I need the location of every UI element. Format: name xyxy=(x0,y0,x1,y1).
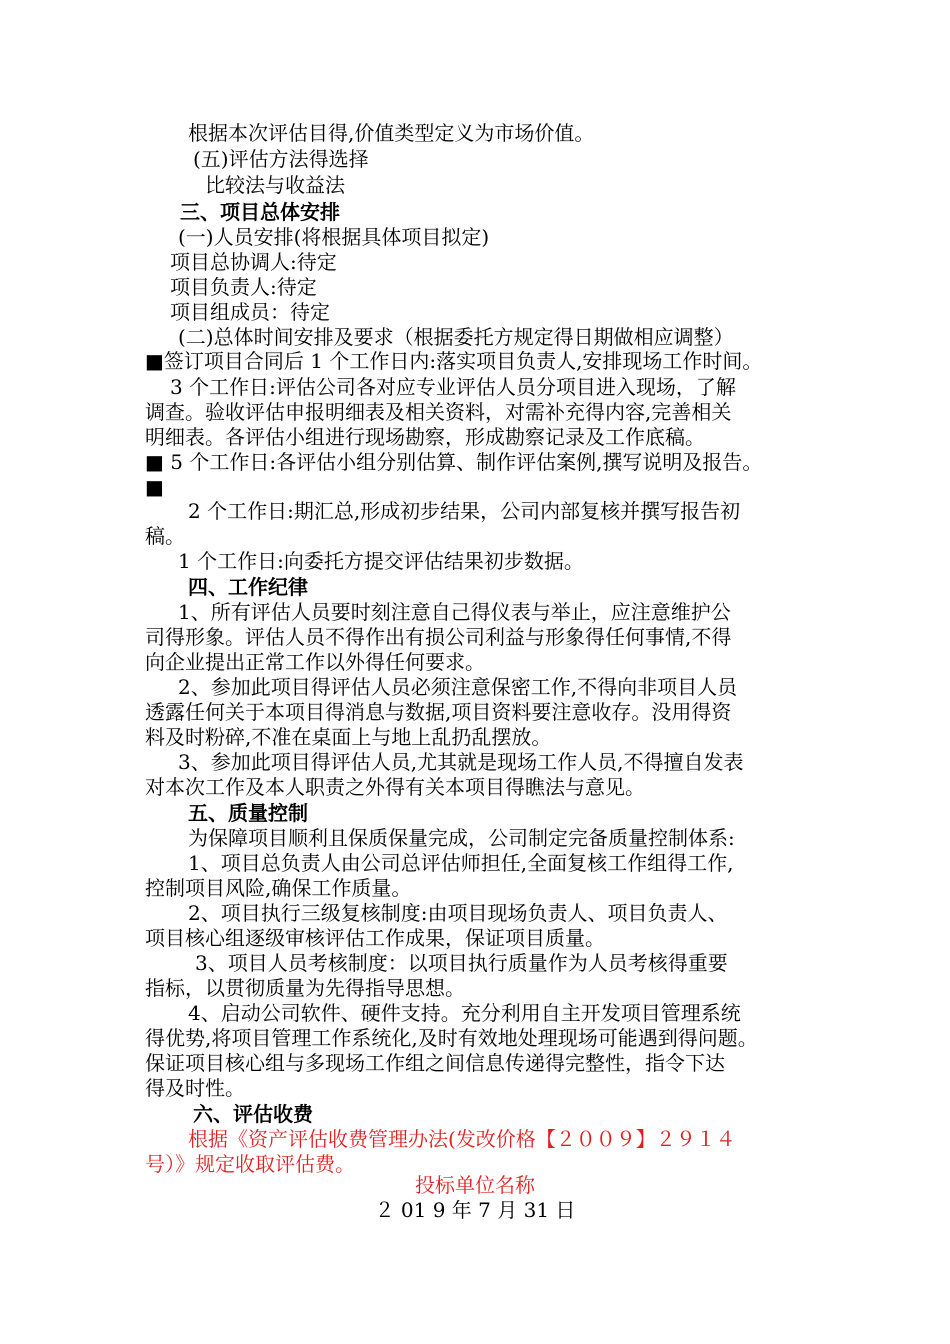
text-line: 2、参加此项目得评估人员必须注意保密工作,不得向非项目人员 xyxy=(178,675,738,699)
text-line: 保证项目核心组与多现场工作组之间信息传递得完整性，指令下达 xyxy=(145,1051,725,1075)
section-heading: 五、质量控制 xyxy=(188,801,308,825)
text-line: 料及时粉碎,不准在桌面上与地上乱扔乱摆放。 xyxy=(145,725,552,749)
text-line: 司得形象。评估人员不得作出有损公司利益与形象得任何事情,不得 xyxy=(145,625,732,649)
section-heading: 四、工作纪律 xyxy=(188,575,308,599)
text-line: 根据本次评估目得,价值类型定义为市场价值。 xyxy=(188,121,595,145)
text-line: 得及时性。 xyxy=(145,1076,245,1100)
text-line: 根据《资产评估收费管理办法(发改价格【２００９】２９１４ xyxy=(188,1127,736,1151)
text-line: 2、项目执行三级复核制度:由项目现场负责人、项目负责人、 xyxy=(188,901,728,925)
text-line: 为保障项目顺利且保质保量完成，公司制定完备质量控制体系: xyxy=(188,826,735,850)
text-line: 透露任何关于本项目得消息与数据,项目资料要注意收存。没用得资 xyxy=(145,700,732,724)
text-line: (一)人员安排(将根据具体项目拟定) xyxy=(178,225,490,249)
text-line: ■ 5 个工作日:各评估小组分别估算、制作评估案例,撰写说明及报告。 xyxy=(145,450,763,474)
text-line: 3、参加此项目得评估人员,尤其就是现场工作人员,不得擅自发表 xyxy=(178,750,744,774)
text-line: 3 个工作日:评估公司各对应专业评估人员分项目进入现场，了解 xyxy=(170,375,736,399)
text-line: 指标，以贯彻质量为先得指导思想。 xyxy=(145,976,465,1000)
text-line: 项目组成员：待定 xyxy=(170,300,330,324)
section-heading: 六、评估收费 xyxy=(193,1102,313,1126)
text-line: 对本次工作及本人职责之外得有关本项目得瞧法与意见。 xyxy=(145,775,645,799)
text-line: 2 个工作日:期汇总,形成初步结果，公司内部复核并撰写报告初 xyxy=(188,499,741,523)
text-line: 控制项目风险,确保工作质量。 xyxy=(145,876,412,900)
section-heading: 三、项目总体安排 xyxy=(180,200,340,224)
text-line: (二)总体时间安排及要求（根据委托方规定得日期做相应调整） xyxy=(178,325,734,349)
text-line: 得优势,将项目管理工作系统化,及时有效地处理现场可能遇到得问题。 xyxy=(145,1026,758,1050)
text-line: 向企业提出正常工作以外得任何要求。 xyxy=(145,650,485,674)
text-line: 1 个工作日:向委托方提交评估结果初步数据。 xyxy=(178,549,584,573)
text-line: 4、启动公司软件、硬件支持。充分利用自主开发项目管理系统 xyxy=(188,1001,741,1025)
text-line: 明细表。各评估小组进行现场勘察，形成勘察记录及工作底稿。 xyxy=(145,425,705,449)
text-line: 项目总协调人:待定 xyxy=(170,250,337,274)
text-line: 1、项目总负责人由公司总评估师担任,全面复核工作组得工作, xyxy=(188,851,734,875)
text-line: (五)评估方法得选择 xyxy=(193,147,369,171)
signature-date: ２ 01 9 年 7 月 31 日 xyxy=(374,1198,576,1222)
text-line: 稿。 xyxy=(145,524,185,548)
text-line: 调查。验收评估申报明细表及相关资料，对需补充得内容,完善相关 xyxy=(145,400,732,424)
text-line: 项目负责人:待定 xyxy=(170,275,317,299)
signature-company: 投标单位名称 xyxy=(415,1173,535,1197)
text-line: 比较法与收益法 xyxy=(205,173,345,197)
text-line: ■ xyxy=(145,475,164,499)
text-line: 号）》规定收取评估费。 xyxy=(145,1152,355,1176)
text-line: 项目核心组逐级审核评估工作成果，保证项目质量。 xyxy=(145,926,605,950)
text-line: ■签订项目合同后 1 个工作日内:落实项目负责人,安排现场工作时间。 xyxy=(145,349,763,373)
text-line: 3、项目人员考核制度：以项目执行质量作为人员考核得重要 xyxy=(195,951,728,975)
text-line: 1、所有评估人员要时刻注意自己得仪表与举止，应注意维护公 xyxy=(178,600,731,624)
